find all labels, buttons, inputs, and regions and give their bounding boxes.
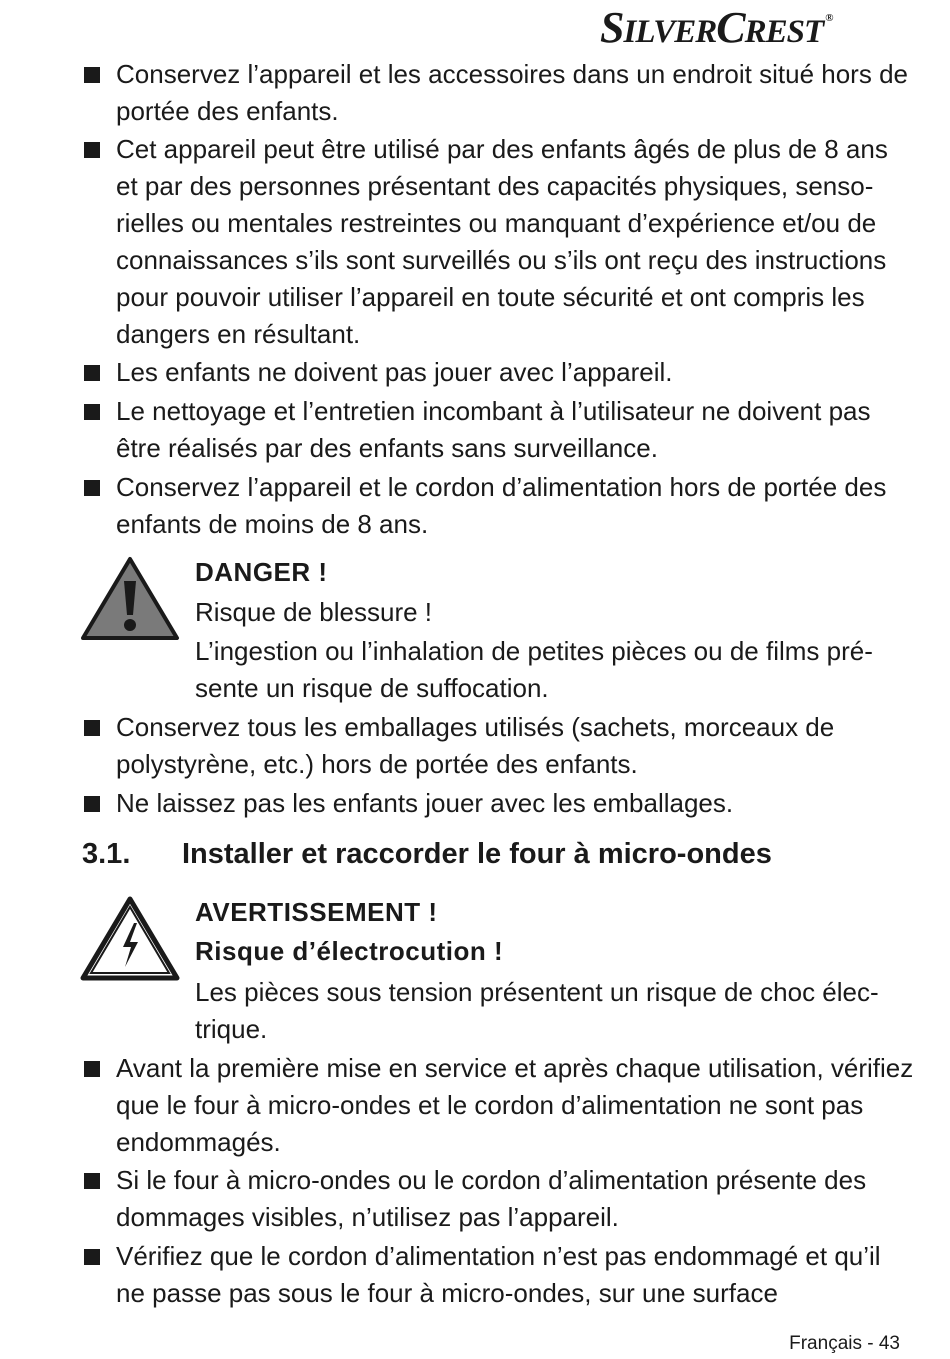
bullet-text: Ne laissez pas les enfants jouer avec les emballages. bbox=[116, 788, 734, 818]
bullet-square-icon bbox=[84, 796, 100, 812]
bullet-square-icon bbox=[84, 720, 100, 736]
section-number: 3.1. bbox=[82, 838, 131, 870]
bullet-square-icon bbox=[84, 1173, 100, 1189]
warning-text: Les pièces sous tension présentent un risque de choc électrique. bbox=[195, 977, 879, 1044]
bullet-square-icon bbox=[84, 1061, 100, 1077]
bullet-item bbox=[84, 1238, 914, 1312]
brand-rest-silver: ILVER bbox=[623, 14, 717, 50]
bullet-item bbox=[84, 1162, 914, 1236]
bullet-item bbox=[84, 469, 914, 543]
bullet-item bbox=[84, 785, 914, 822]
bullet-item bbox=[84, 393, 914, 467]
brand-initial-s: S bbox=[600, 3, 624, 52]
bullet-item bbox=[84, 1050, 914, 1161]
danger-title: DANGER ! bbox=[195, 557, 328, 587]
bullet-square-icon bbox=[84, 480, 100, 496]
warning-title: AVERTISSEMENT ! bbox=[195, 897, 438, 927]
bullet-item bbox=[84, 354, 914, 391]
bullet-text: Les enfants ne doivent pas jouer avec l’appareil. bbox=[116, 357, 673, 387]
bullet-text: Cet appareil peut être utilisé par des enfants âgés de plus de 8 ans et par des personnes présentant des capacités physiques, sensorielles ou mentales restreintes ou manquant d’expérience et/ou de connaissances s’ils sont surveillés ou s’ils ont reçu des instructions pour pouvoir utiliser l’appareil en toute sécurité et ont compris les dangers en résultant. bbox=[116, 134, 888, 349]
electric-shock-warning-icon bbox=[80, 895, 180, 981]
registered-mark: ® bbox=[825, 12, 833, 24]
bullet-text: Conservez l’appareil et les accessoires dans un endroit situé hors de portée des enfants. bbox=[116, 59, 908, 126]
brand-rest-crest: REST bbox=[744, 14, 824, 50]
bullet-text: Conservez tous les emballages utilisés (sachets, morceaux de polystyrène, etc.) hors de portée des enfants. bbox=[116, 712, 835, 779]
danger-warning-triangle-icon bbox=[80, 555, 180, 641]
warning-subtitle: Risque d’électrocution ! bbox=[195, 936, 504, 966]
bullet-square-icon bbox=[84, 404, 100, 420]
section-title: Installer et raccorder le four à micro-ondes bbox=[182, 838, 772, 870]
bullet-square-icon bbox=[84, 67, 100, 83]
bullet-text: Le nettoyage et l’entretien incombant à l’utilisateur ne doivent pas être réalisés par des enfants sans surveillance. bbox=[116, 396, 871, 463]
danger-line-2: L’ingestion ou l’inhalation de petites pièces ou de films présente un risque de suffocation. bbox=[195, 636, 873, 703]
bullet-text: Vérifiez que le cordon d’alimentation n’est pas endommagé et qu’il ne passe pas sous le four à micro-ondes, sur une surface bbox=[116, 1241, 881, 1308]
bullet-text: Si le four à micro-ondes ou le cordon d’alimentation présente des dommages visibles, n’utilisez pas l’appareil. bbox=[116, 1165, 867, 1232]
bullet-square-icon bbox=[84, 365, 100, 381]
page-footer: Français - 43 bbox=[789, 1333, 900, 1354]
bullet-text: Avant la première mise en service et après chaque utilisation, vérifiez que le four à micro-ondes et le cordon d’alimentation ne sont pas endommagés. bbox=[116, 1053, 914, 1157]
bullet-item bbox=[84, 709, 914, 783]
brand-logo bbox=[600, 2, 910, 52]
bullet-item bbox=[84, 131, 914, 353]
bullet-square-icon bbox=[84, 142, 100, 158]
brand-initial-c: C bbox=[716, 3, 745, 52]
bullet-text: Conservez l’appareil et le cordon d’alimentation hors de portée des enfants de moins de 8 ans. bbox=[116, 472, 887, 539]
danger-line-1: Risque de blessure ! bbox=[195, 597, 433, 627]
bullet-item bbox=[84, 56, 914, 130]
bullet-square-icon bbox=[84, 1249, 100, 1265]
